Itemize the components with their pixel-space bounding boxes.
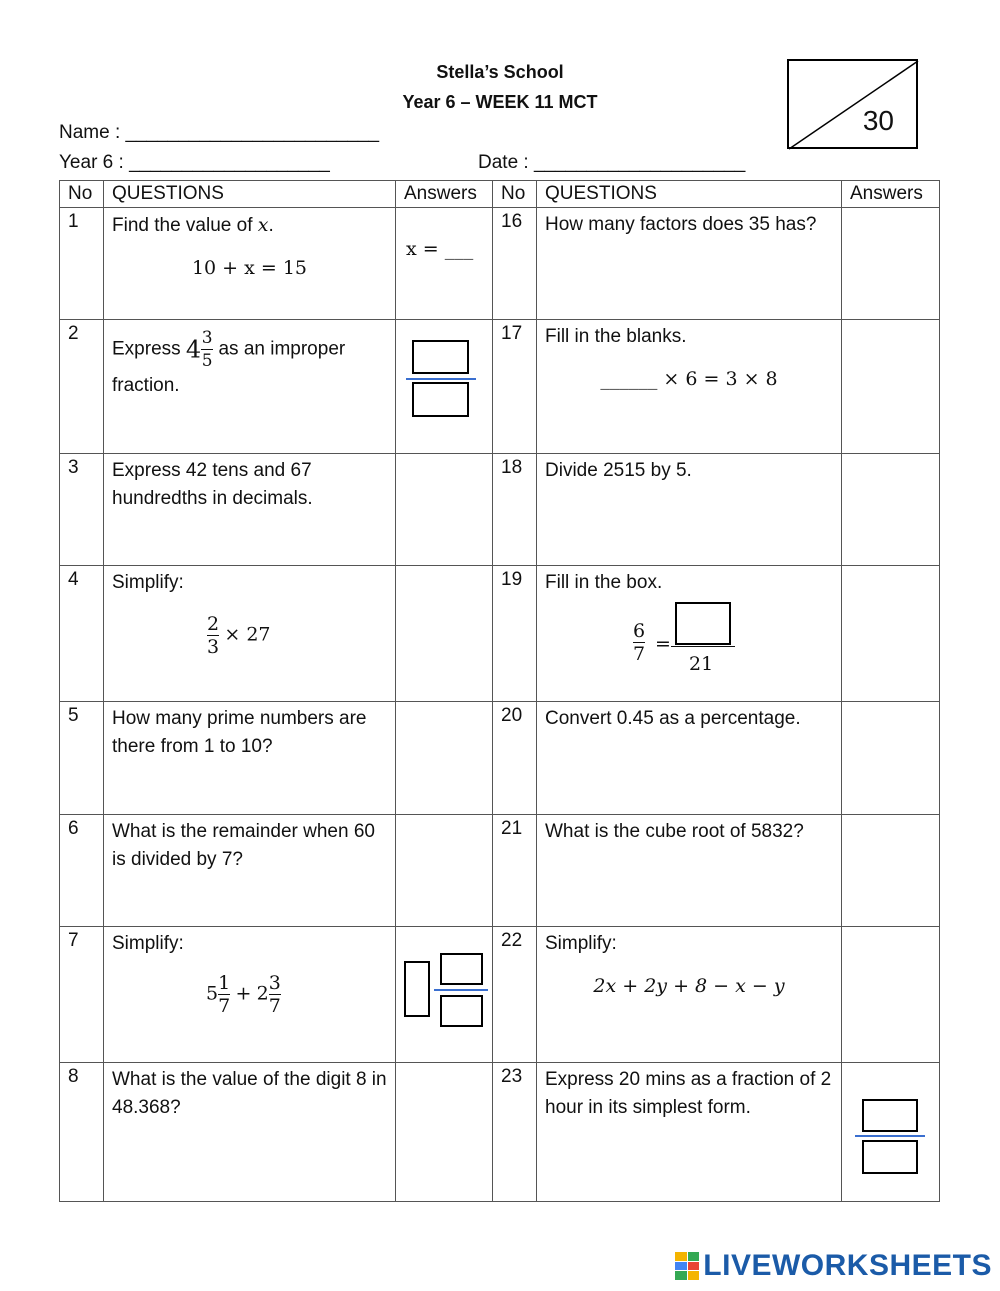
answer-box[interactable] bbox=[675, 602, 731, 645]
question-23: Express 20 mins as a fraction of 2 hour in its simplest form. bbox=[537, 1063, 842, 1202]
equation: ______ × 6 = 3 × 8 bbox=[600, 368, 778, 390]
score-total: 30 bbox=[862, 105, 894, 136]
answer-1[interactable] bbox=[396, 208, 493, 320]
question-number: 22 bbox=[493, 927, 537, 1063]
answer-7[interactable] bbox=[396, 927, 493, 1063]
liveworksheets-logo bbox=[675, 1249, 992, 1283]
question-number: 2 bbox=[60, 320, 104, 454]
col-no: No bbox=[60, 181, 104, 208]
question-18: Divide 2515 by 5. bbox=[537, 454, 842, 566]
question-1: Find the value of x. 10 + x = 15 bbox=[104, 208, 396, 320]
date-field[interactable]: Date : ____________________ bbox=[478, 152, 746, 173]
answer-16[interactable] bbox=[842, 208, 940, 320]
score-divider bbox=[789, 61, 920, 151]
answer-2[interactable] bbox=[396, 320, 493, 454]
col-questions: QUESTIONS bbox=[104, 181, 396, 208]
answer-6[interactable] bbox=[396, 815, 493, 927]
fraction: $\frac{2}{3}$ bbox=[207, 613, 220, 658]
answer-17[interactable] bbox=[842, 320, 940, 454]
answer-blank[interactable]: x = ___ bbox=[406, 238, 474, 260]
col-answers: Answers bbox=[396, 181, 493, 208]
table-row bbox=[60, 815, 940, 927]
brand-name: LIVEWORKSHEETS bbox=[703, 1249, 992, 1282]
question-number: 4 bbox=[60, 566, 104, 702]
liveworksheets-icon bbox=[675, 1252, 699, 1280]
col-answers: Answers bbox=[842, 181, 940, 208]
question-number: 21 bbox=[493, 815, 537, 927]
question-19: Fill in the box. 6 7 = 21 bbox=[537, 566, 842, 702]
fraction-bar bbox=[855, 1135, 925, 1137]
answer-8[interactable] bbox=[396, 1063, 493, 1202]
numerator-box[interactable] bbox=[440, 953, 483, 985]
fraction-bar bbox=[406, 378, 476, 380]
question-number: 5 bbox=[60, 702, 104, 815]
question-5: How many prime numbers are there from 1 to 10? bbox=[104, 702, 396, 815]
question-number: 23 bbox=[493, 1063, 537, 1202]
table-row bbox=[60, 702, 940, 815]
table-row bbox=[60, 927, 940, 1063]
table-row bbox=[60, 1063, 940, 1202]
question-22: Simplify: 2x + 2y + 8 − x − y bbox=[537, 927, 842, 1063]
table-row bbox=[60, 208, 940, 320]
question-2: Express 4 $\frac{3}{5}$ as an improper fraction. bbox=[104, 320, 396, 454]
question-20: Convert 0.45 as a percentage. bbox=[537, 702, 842, 815]
expression: 2x + 2y + 8 − x − y bbox=[593, 975, 785, 997]
question-number: 6 bbox=[60, 815, 104, 927]
whole-number-box[interactable] bbox=[404, 961, 430, 1017]
question-number: 7 bbox=[60, 927, 104, 1063]
numerator-box[interactable] bbox=[412, 340, 469, 374]
answer-3[interactable] bbox=[396, 454, 493, 566]
mixed-number-expression: 5 $\frac{1}{7}$ + 2 $\frac{3}{7}$ bbox=[206, 972, 281, 1017]
denominator-box[interactable] bbox=[440, 995, 483, 1027]
question-table bbox=[59, 180, 940, 1202]
question-17: Fill in the blanks. ______ × 6 = 3 × 8 bbox=[537, 320, 842, 454]
answer-21[interactable] bbox=[842, 815, 940, 927]
answer-18[interactable] bbox=[842, 454, 940, 566]
question-number: 8 bbox=[60, 1063, 104, 1202]
numerator-box[interactable] bbox=[862, 1099, 918, 1132]
table-row bbox=[60, 454, 940, 566]
year-field[interactable]: Year 6 : ___________________ bbox=[59, 152, 330, 173]
answer-22[interactable] bbox=[842, 927, 940, 1063]
question-21: What is the cube root of 5832? bbox=[537, 815, 842, 927]
table-header-row bbox=[60, 181, 940, 208]
question-6: What is the remainder when 60 is divided by 7? bbox=[104, 815, 396, 927]
table-row bbox=[60, 566, 940, 702]
question-4: Simplify: $\frac{2}{3}$ × 27 bbox=[104, 566, 396, 702]
col-no: No bbox=[493, 181, 537, 208]
col-questions: QUESTIONS bbox=[537, 181, 842, 208]
question-7: Simplify: 5 $\frac{1}{7}$ + 2 $\frac{3}{7}$ bbox=[104, 927, 396, 1063]
question-number: 3 bbox=[60, 454, 104, 566]
question-number: 20 bbox=[493, 702, 537, 815]
fraction-bar bbox=[434, 989, 488, 991]
table-row bbox=[60, 320, 940, 454]
answer-19[interactable] bbox=[842, 566, 940, 702]
question-number: 19 bbox=[493, 566, 537, 702]
question-16: How many factors does 35 has? bbox=[537, 208, 842, 320]
question-8: What is the value of the digit 8 in 48.368? bbox=[104, 1063, 396, 1202]
answer-20[interactable] bbox=[842, 702, 940, 815]
school-name: Stella’s School bbox=[436, 62, 564, 82]
question-number: 1 bbox=[60, 208, 104, 320]
question-number: 17 bbox=[493, 320, 537, 454]
fraction-equation: 6 7 = 21 bbox=[633, 600, 793, 680]
answer-23[interactable] bbox=[842, 1063, 940, 1202]
question-number: 16 bbox=[493, 208, 537, 320]
question-3: Express 42 tens and 67 hundredths in decimals. bbox=[104, 454, 396, 566]
question-number: 18 bbox=[493, 454, 537, 566]
worksheet-subtitle: Year 6 – WEEK 11 MCT bbox=[402, 92, 598, 112]
answer-5[interactable] bbox=[396, 702, 493, 815]
denominator-box[interactable] bbox=[412, 382, 469, 417]
name-field[interactable]: Name : ________________________ bbox=[59, 122, 380, 143]
denominator-box[interactable] bbox=[862, 1140, 918, 1174]
answer-4[interactable] bbox=[396, 566, 493, 702]
score-box bbox=[787, 59, 918, 149]
fraction: $\frac{3}{5}$ bbox=[201, 328, 213, 371]
equation: 10 + x = 15 bbox=[191, 257, 308, 279]
